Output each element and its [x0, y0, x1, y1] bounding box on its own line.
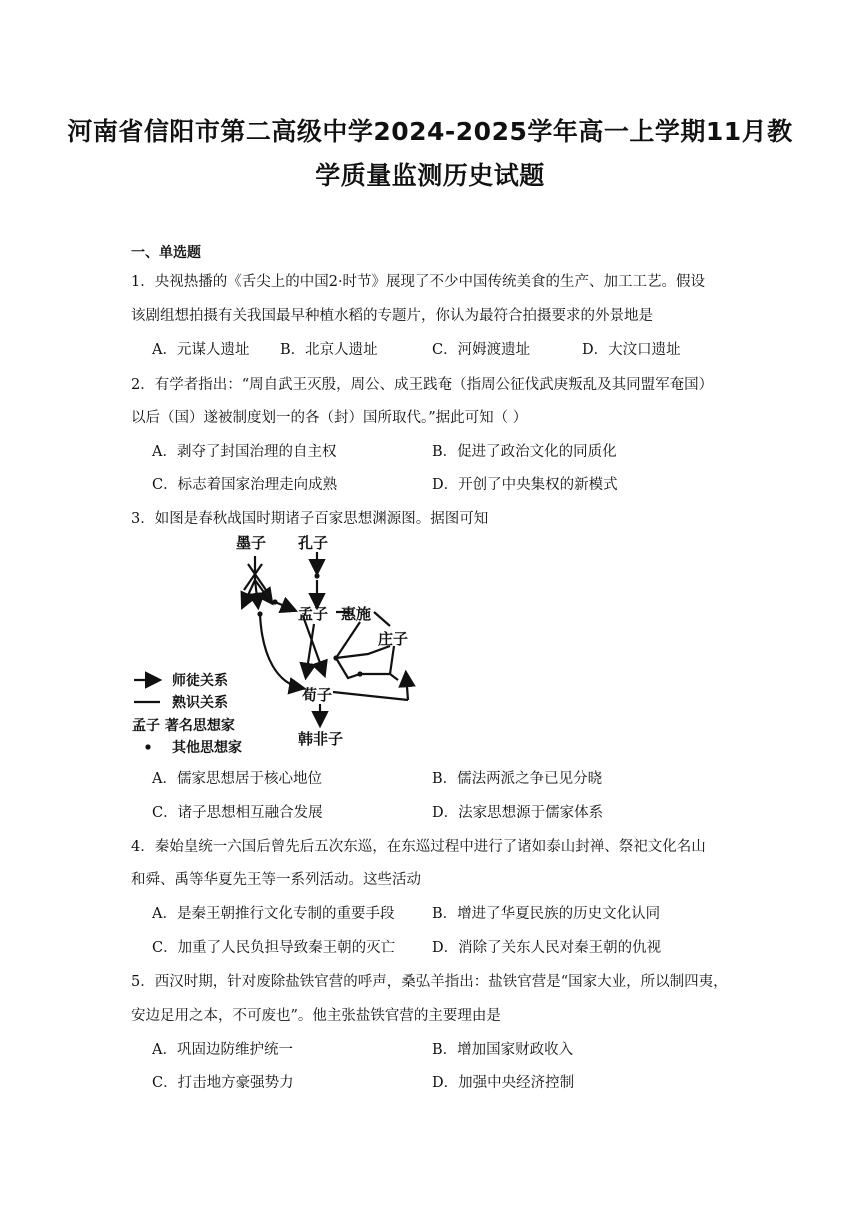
question-5-option-a: A．巩固边防维护统一	[152, 1042, 293, 1058]
diagram-node-zhuangzi: 庄子	[378, 630, 409, 648]
legend-famous-thinker: 孟子 著名思想家	[132, 718, 235, 734]
question-3-option-d: D．法家思想源于儒家体系	[432, 805, 604, 821]
question-4-option-b: B．增进了华夏民族的历史文化认同	[432, 906, 661, 922]
question-5-option-d: D．加强中央经济控制	[432, 1075, 575, 1091]
question-5-option-b: B．增加国家财政收入	[432, 1042, 574, 1058]
question-3-line-1: 3．如图是春秋战国时期诸子百家思想渊源图。据图可知	[131, 511, 489, 527]
question-1-option-b: B．北京人遗址	[280, 342, 378, 358]
question-4-line-2: 和舜、禹等华夏先王等一系列活动。这些活动	[131, 872, 421, 888]
question-1-option-c: C．河姆渡遗址	[432, 342, 531, 358]
diagram-node-hanfeizi: 韩非子	[298, 730, 344, 748]
legend-other-thinker: 其他思想家	[172, 740, 242, 756]
question-4-option-c: C．加重了人民负担导致秦王朝的灭亡	[152, 940, 396, 956]
page-title-line-1: 河南省信阳市第二高级中学2024-2025学年高一上学期11月教	[67, 117, 793, 146]
question-3-option-a: A．儒家思想居于核心地位	[152, 771, 322, 787]
question-1-option-d: D．大汶口遗址	[582, 342, 681, 358]
legend-teacher-student: 师徒关系	[172, 673, 228, 689]
legend-acquaintance: 熟识关系	[172, 695, 228, 711]
question-4-option-d: D．消除了关东人民对秦王朝的仇视	[432, 940, 662, 956]
page-title-line-2: 学质量监测历史试题	[315, 161, 545, 190]
question-5-option-c: C．打击地方豪强势力	[152, 1075, 294, 1091]
question-1-line-2: 该剧组想拍摄有关我国最早种植水稻的专题片，你认为最符合拍摄要求的外景地是	[131, 308, 653, 324]
question-5-line-2: 安边足用之本，不可废也”。他主张盐铁官营的主要理由是	[131, 1008, 501, 1024]
question-2-line-1: 2．有学者指出：“周自武王灭殷，周公、成王践奄（指周公征伐武庚叛乱及其同盟军奄国）	[131, 377, 714, 393]
question-3-option-b: B．儒法两派之争已见分晓	[432, 771, 603, 787]
question-1-option-a: A．元谋人遗址	[152, 342, 250, 358]
question-4-line-1: 4．秦始皇统一六国后曾先后五次东巡，在东巡过程中进行了诸如泰山封禅、祭祀文化名山	[131, 839, 706, 855]
section-heading: 一、单选题	[131, 245, 201, 261]
question-2-option-a: A．剥夺了封国治理的自主权	[152, 444, 337, 460]
diagram-node-mengzi: 孟子	[298, 605, 329, 623]
diagram-node-mozi: 墨子	[236, 534, 267, 552]
question-2-option-b: B．促进了政治文化的同质化	[432, 444, 617, 460]
thought-lineage-diagram	[128, 528, 448, 768]
diagram-node-xunzi: 荀子	[302, 686, 333, 704]
question-2-option-c: C．标志着国家治理走向成熟	[152, 477, 338, 493]
diagram-node-huishi: 惠施	[341, 605, 372, 623]
question-5-line-1: 5．西汉时期，针对废除盐铁官营的呼声，桑弘羊指出：盐铁官营是“国家大业，所以制四夷，	[131, 974, 728, 990]
question-2-line-2: 以后（国）遂被制度划一的各（封）国所取代。”据此可知（ ）	[131, 410, 528, 426]
question-2-option-d: D．开创了中央集权的新模式	[432, 477, 618, 493]
question-4-option-a: A．是秦王朝推行文化专制的重要手段	[152, 906, 395, 922]
question-1-line-1: 1．央视热播的《舌尖上的中国2·时节》展现了不少中国传统美食的生产、加工工艺。假设	[131, 274, 706, 290]
diagram-node-kongzi: 孔子	[298, 534, 329, 552]
question-3-option-c: C．诸子思想相互融合发展	[152, 805, 323, 821]
